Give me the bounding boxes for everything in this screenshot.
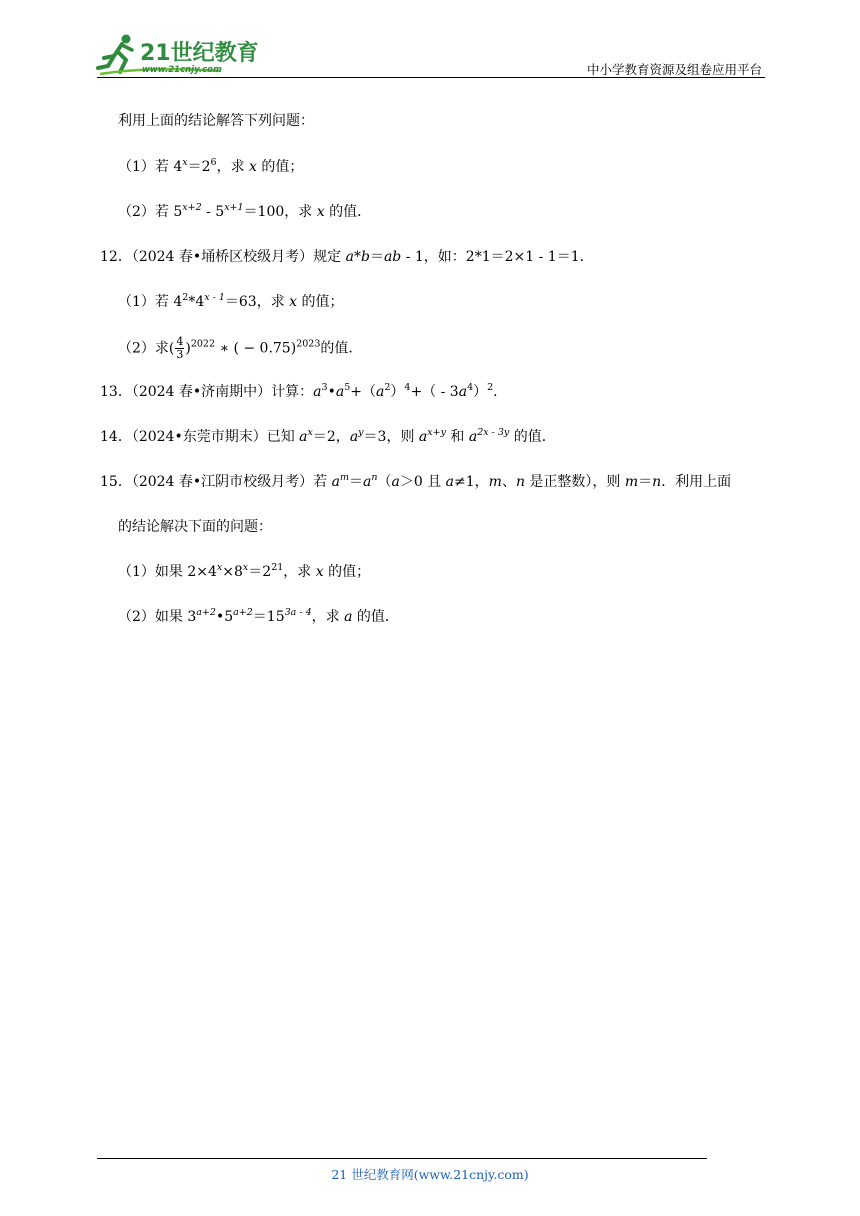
- q15-stem: 15．（2024 春•江阴市校级月考）若 $a^m=a^n(a>0$ 且 a≠1，m、n 是正整数），则 m＝n．利用上面: [100, 472, 732, 490]
- q11-part2: （2）若 $5^{x+2}$ ‑ $5^{x+1}=100$，求 x 的值．: [118, 202, 372, 220]
- svg-text:21世纪教育: 21世纪教育: [140, 41, 259, 66]
- q15-part2: （2）如果 $3^{a+2}•5^{a+2}=15^{3a ‑ 4}$，求 a 的值．: [118, 607, 399, 625]
- q15-part1: （1）如果 $2\times 4^x\times 8^x=2^{21}$，求 x 的值；: [118, 562, 371, 580]
- q11-part1: （1）若 $4^x=2^6$，求 x 的值；: [118, 157, 304, 175]
- header-divider: [97, 77, 765, 78]
- footer-divider: [97, 1158, 707, 1159]
- footer-link[interactable]: 21 世纪教育网(www.21cnjy.com): [331, 1167, 529, 1182]
- header-platform-text: 中小学教育资源及组卷应用平台: [586, 62, 762, 77]
- q12-part2: （2）求( $\frac{4}{3}$ )$^{2022}$ ∗ ( − 0.75)$^{2023}$的值．: [118, 335, 363, 361]
- q14-stem: 14．（2024•东莞市期末）已知 $a^x=2$，$a^y=3$，则 $a^{x+y}$ 和 $a^{2x ‑ 3y}$ 的值．: [100, 427, 556, 445]
- q12-part1: （1）若 $4^2*4^{x ‑ 1}=63$，求 x 的值；: [118, 292, 344, 310]
- fraction: $\frac{4}{3}$: [176, 335, 184, 361]
- q15-stem-continued: 的结论解决下面的问题：: [118, 519, 272, 535]
- intro-text: 利用上面的结论解答下列问题：: [118, 113, 314, 129]
- svg-text:www.21cnjy.com: www.21cnjy.com: [142, 65, 222, 75]
- q13-stem: 13．（2024 春•济南期中）计算：$a^3•a^5+(a^2)^4+$（ ‑ $3a^4)^2$．: [100, 382, 508, 400]
- q12-stem: 12．（2024 春•埇桥区校级月考）规定 a*b＝ab ‑ 1，如：2*1＝2×1 ‑ 1＝1．: [100, 249, 594, 265]
- runner-icon: [98, 35, 132, 73]
- site-logo: [92, 30, 262, 78]
